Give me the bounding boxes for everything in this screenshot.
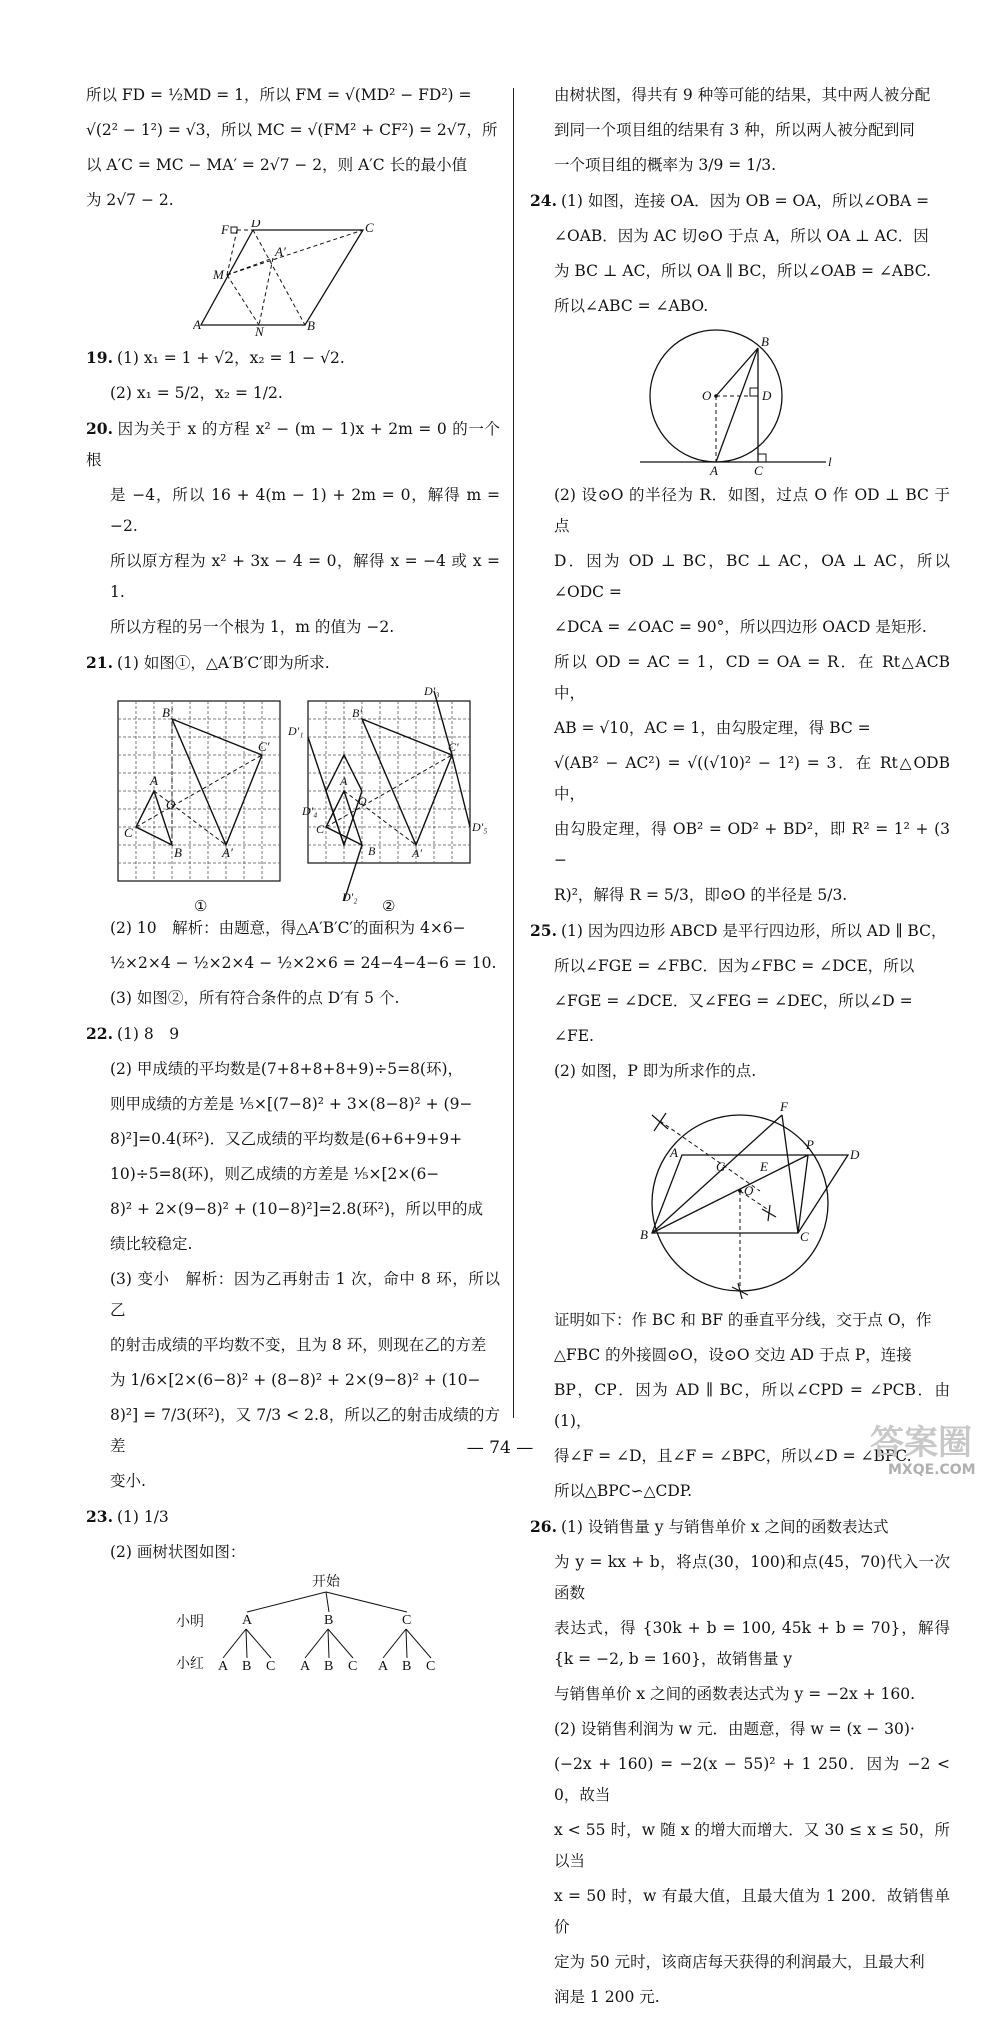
q24-number: 24. xyxy=(530,191,557,210)
circle-label-l: l xyxy=(828,454,832,469)
q21-number: 21. xyxy=(86,653,113,672)
tree-leaf: A xyxy=(378,1659,389,1674)
label-M: M xyxy=(213,267,224,282)
para-label-B: B xyxy=(640,1227,648,1242)
para-label-D: D xyxy=(850,1147,860,1162)
q26-line-10: 润是 1 200 元. xyxy=(554,1988,660,2006)
q24-p2-line-7: 由勾股定理，得 OB² = OD² + BD²，即 R² = 1² + (3 − xyxy=(554,820,950,869)
fig2-label-C-prime: C′ xyxy=(448,740,459,754)
q21-part2-line-1: (2) 10 解析：由题意，得△A′B′C′的面积为 4×6− xyxy=(110,919,466,937)
tree-diagram xyxy=(86,1572,500,1682)
watermark-logo xyxy=(866,1420,990,1480)
para-label-F: F xyxy=(780,1099,788,1114)
right-column xyxy=(530,80,950,2017)
q24-p2-line-8: R)²，解得 R = 5/3，即⊙O 的半径是 5/3. xyxy=(554,886,848,904)
q22-line-5: 8)² + 2×(9−8)² + (10−8)²]=2.8(环²)，所以甲的成 xyxy=(110,1200,484,1218)
q24-line-3: 为 BC ⊥ AC，所以 OA ∥ BC，所以∠OAB = ∠ABC. xyxy=(554,262,932,280)
q26-line-5: (2) 设销售利润为 w 元．由题意，得 w = (x − 30)· xyxy=(554,1720,915,1738)
label-B: B xyxy=(307,318,315,333)
tree-node-A: A xyxy=(242,1613,253,1628)
q21-part1: 21. (1) 如图①，△A′B′C′即为所求. xyxy=(86,653,330,672)
grid-figures xyxy=(86,683,500,913)
label-F: F xyxy=(221,222,229,237)
q24-p2-line-3: ∠DCA = ∠OAC = 90°，所以四边形 OACD 是矩形. xyxy=(554,618,927,636)
q19-part2: (2) x₁ = 5/2，x₂ = 1/2. xyxy=(110,384,283,402)
label-A-prime: A′ xyxy=(275,244,286,259)
q19-number: 19. xyxy=(86,348,113,367)
q24-p2-line-5: AB = √10，AC = 1，由勾股定理，得 BC = xyxy=(554,719,871,737)
column-divider xyxy=(513,88,514,1418)
tree-node-B: B xyxy=(324,1613,334,1628)
para-label-C: C xyxy=(800,1229,809,1244)
label-N: N xyxy=(255,324,264,338)
fig2-label-A-prime: A′ xyxy=(412,846,422,860)
label-D: D xyxy=(251,220,261,230)
q23-part1: 23. (1) 1/3 xyxy=(86,1507,169,1526)
q20-line-2: 是 −4，所以 16 + 4(m − 1) + 2m = 0，解得 m = −2. xyxy=(110,486,500,535)
q22-line-6: 绩比较稳定. xyxy=(110,1235,193,1253)
q24-line-4: 所以∠ABC = ∠ABO. xyxy=(554,297,709,315)
q22-line-3: 8)²]=0.4(环²)．又乙成绩的平均数是(6+6+9+9+ xyxy=(110,1130,463,1148)
circle-label-A: A xyxy=(710,463,718,476)
para-label-E: E xyxy=(760,1159,768,1174)
q26-number: 26. xyxy=(530,1517,557,1536)
fig2-label-D1: D′₁ xyxy=(288,724,304,738)
fig2-label-O: O xyxy=(358,794,367,808)
q26-line-4: 与销售单价 x 之间的函数表达式为 y = −2x + 160. xyxy=(554,1685,916,1703)
q25-line-2: 所以∠FGE = ∠FBC．因为∠FBC = ∠DCE，所以 xyxy=(554,957,915,975)
circle-label-C: C xyxy=(754,463,763,476)
tree-leaf: A xyxy=(218,1659,229,1674)
q26-line-9: 定为 50 元时，该商店每天获得的利润最大，且最大利 xyxy=(554,1953,925,1971)
q26-line-1: 26. (1) 设销售量 y 与销售单价 x 之间的函数表达式 xyxy=(530,1517,889,1536)
q25-p3-line-3: BP，CP．因为 AD ∥ BC，所以∠CPD = ∠PCB．由(1)， xyxy=(554,1381,950,1430)
intro-line-1: 所以 FD = ½MD = 1，所以 FM = √(MD² − FD²) = xyxy=(86,86,472,104)
q22-line-8: 的射击成绩的平均数不变，且为 8 环，则现在乙的方差 xyxy=(110,1336,487,1354)
q22-line-9: 为 1/6×[2×(6−8)² + (8−8)² + 2×(9−8)² + (10− xyxy=(110,1371,481,1389)
q25-p3-line-2: △FBC 的外接圆⊙O，设⊙O 交边 AD 于点 P，连接 xyxy=(554,1346,912,1364)
para-label-A: A xyxy=(670,1145,678,1160)
para-label-O: O xyxy=(744,1183,754,1198)
q26-line-3: 表达式，得 {30k + b = 100, 45k + b = 70}，解得 {k = −2, b = 160}，故销售量 y xyxy=(554,1619,950,1668)
q25-line-3: ∠FGE = ∠DCE．又∠FEG = ∠DEC，所以∠D = xyxy=(554,992,913,1010)
q25-part2: (2) 如图，P 即为所求作的点. xyxy=(554,1062,757,1080)
fig2-label-B-prime: B′ xyxy=(352,706,362,720)
q23-cont-line-2: 到同一个项目组的结果有 3 种，所以两人被分配到同 xyxy=(554,121,915,139)
q19-part1: 19. (1) x₁ = 1 + √2，x₂ = 1 − √2. xyxy=(86,348,345,367)
tree-row1-label: 小明 xyxy=(176,1615,204,1630)
fig1-label-A: A xyxy=(150,773,158,788)
fig2-label-D4: D′₄ xyxy=(302,804,318,818)
left-column xyxy=(86,80,500,1682)
intro-line-3: 以 A′C = MC − MA′ = 2√7 − 2，则 A′C 长的最小值 xyxy=(86,156,468,174)
tree-leaf: B xyxy=(324,1659,334,1674)
fig2-label-B: B xyxy=(368,844,376,858)
q24-p2-line-1: (2) 设⊙O 的半径为 R．如图，过点 O 作 OD ⊥ BC 于点 xyxy=(554,486,950,535)
q20-line-1: 20. 因为关于 x 的方程 x² − (m − 1)x + 2m = 0 的一个根 xyxy=(86,419,500,469)
fig1-label-A-prime: A′ xyxy=(222,845,233,860)
q25-p3-line-5: 所以△BPC∽△CDP. xyxy=(554,1482,693,1500)
page-number: — 74 — xyxy=(466,1438,534,1458)
q26-line-8: x = 50 时，w 有最大值，且最大值为 1 200．故销售单价 xyxy=(554,1887,950,1936)
tree-leaf: C xyxy=(348,1659,358,1674)
label-C: C xyxy=(365,220,374,235)
fig1-label-C-prime: C′ xyxy=(258,739,270,754)
q23-number: 23. xyxy=(86,1507,113,1526)
q21-part3: (3) 如图②，所有符合条件的点 D′有 5 个. xyxy=(110,989,400,1007)
q24-p2-line-6: √(AB² − AC²) = √((√10)² − 1²) = 3．在 Rt△ODB 中， xyxy=(554,754,950,803)
fig1-label-B: B xyxy=(174,845,182,860)
circle-label-D: D xyxy=(762,388,772,403)
label-A: A xyxy=(193,317,201,332)
q23-cont-line-1: 由树状图，得共有 9 种等可能的结果，其中两人被分配 xyxy=(554,86,931,104)
q25-number: 25. xyxy=(530,921,557,940)
watermark-url: MXQE.COM xyxy=(888,1462,976,1478)
fig1-label-C: C xyxy=(124,825,133,840)
watermark-title: 答案圈 xyxy=(870,1423,972,1463)
q25-line-1: 25. (1) 因为四边形 ABCD 是平行四边形，所以 AD ∥ BC， xyxy=(530,921,947,940)
para-label-G: G xyxy=(716,1159,726,1174)
rhombus-figure xyxy=(193,220,393,338)
fig2-label-D5: D′₅ xyxy=(472,820,488,834)
tree-leaf: C xyxy=(426,1659,436,1674)
intro-line-4: 为 2√7 − 2. xyxy=(86,191,174,209)
q23-part2: (2) 画树状图如图： xyxy=(110,1543,246,1561)
fig1-label-B-prime: B′ xyxy=(162,705,173,720)
tree-leaf: B xyxy=(402,1659,412,1674)
para-label-P: P xyxy=(806,1137,814,1152)
q20-number: 20. xyxy=(86,419,113,438)
q24-p2-line-4: 所以 OD = AC = 1，CD = OA = R．在 Rt△ACB 中， xyxy=(554,653,950,702)
fig1-caption: ① xyxy=(194,897,208,913)
q22-line-2: 则甲成绩的方差是 ⅕×[(7−8)² + 3×(8−8)² + (9− xyxy=(110,1095,473,1113)
circle-label-B: B xyxy=(761,334,769,349)
fig2-label-C: C xyxy=(316,822,325,836)
fig2-label-D3: D′₃ xyxy=(424,684,440,698)
q24-line-2: ∠OAB．因为 AC 切⊙O 于点 A，所以 OA ⊥ AC．因 xyxy=(554,227,929,245)
fig1-label-O: O xyxy=(166,797,176,812)
q22-line-1: (2) 甲成绩的平均数是(7+8+8+8+9)÷5=8(环)， xyxy=(110,1060,464,1078)
q22-part1: 22. (1) 8 9 xyxy=(86,1024,180,1043)
q22-line-11: 变小. xyxy=(110,1472,146,1490)
q25-line-4: ∠FE. xyxy=(554,1027,594,1045)
tree-leaf: C xyxy=(266,1659,276,1674)
q24-line-1: 24. (1) 如图，连接 OA．因为 OB = OA，所以∠OBA = xyxy=(530,191,930,210)
q22-line-10: 8)²] = 7/3(环²)，又 7/3 < 2.8，所以乙的射击成绩的方差 xyxy=(110,1406,500,1455)
tree-node-C: C xyxy=(402,1613,412,1628)
q23-cont-line-3: 一个项目组的概率为 3/9 = 1/3. xyxy=(554,156,777,174)
q25-p3-line-1: 证明如下：作 BC 和 BF 的垂直平分线，交于点 O，作 xyxy=(554,1311,932,1329)
q26-line-7: x < 55 时，w 随 x 的增大而增大．又 30 ≤ x ≤ 50，所以当 xyxy=(554,1821,950,1870)
circle-tangent-figure xyxy=(640,326,840,476)
q26-line-6: (−2x + 160) = −2(x − 55)² + 1 250．因为 −2 < 0，故当 xyxy=(554,1755,950,1804)
tree-root: 开始 xyxy=(312,1575,340,1590)
q22-number: 22. xyxy=(86,1024,113,1043)
fig2-label-D2: D′₂ xyxy=(342,890,358,904)
q20-line-4: 所以方程的另一个根为 1，m 的值为 −2. xyxy=(110,618,395,636)
q20-line-3: 所以原方程为 x² + 3x − 4 = 0，解得 x = −4 或 x = 1. xyxy=(110,552,500,601)
fig2-label-A: A xyxy=(340,774,348,788)
tree-leaf: B xyxy=(242,1659,252,1674)
q24-p2-line-2: D．因为 OD ⊥ BC，BC ⊥ AC，OA ⊥ AC，所以∠ODC = xyxy=(554,552,950,601)
q21-part2-line-2: ½×2×4 − ½×2×4 − ½×2×6 = 24−4−4−6 = 10. xyxy=(110,954,497,972)
intro-line-2: √(2² − 1²) = √3，所以 MC = √(FM² + CF²) = 2√7，所 xyxy=(86,121,498,139)
q22-line-7: (3) 变小 解析：因为乙再射击 1 次，命中 8 环，所以乙 xyxy=(110,1270,500,1319)
tree-row2-label: 小红 xyxy=(176,1657,204,1672)
q22-line-4: 10)÷5=8(环)，则乙成绩的方差是 ⅕×[2×(6− xyxy=(110,1165,440,1183)
q26-line-2: 为 y = kx + b，将点(30，100)和点(45，70)代入一次函数 xyxy=(554,1553,950,1602)
q25-p3-line-4: 得∠F = ∠D，且∠F = ∠BPC，所以∠D = ∠BPC. xyxy=(554,1447,912,1465)
fig2-caption: ② xyxy=(382,897,396,913)
parallelogram-circle-figure xyxy=(620,1091,860,1301)
circle-label-O: O xyxy=(702,388,712,403)
tree-leaf: A xyxy=(300,1659,311,1674)
